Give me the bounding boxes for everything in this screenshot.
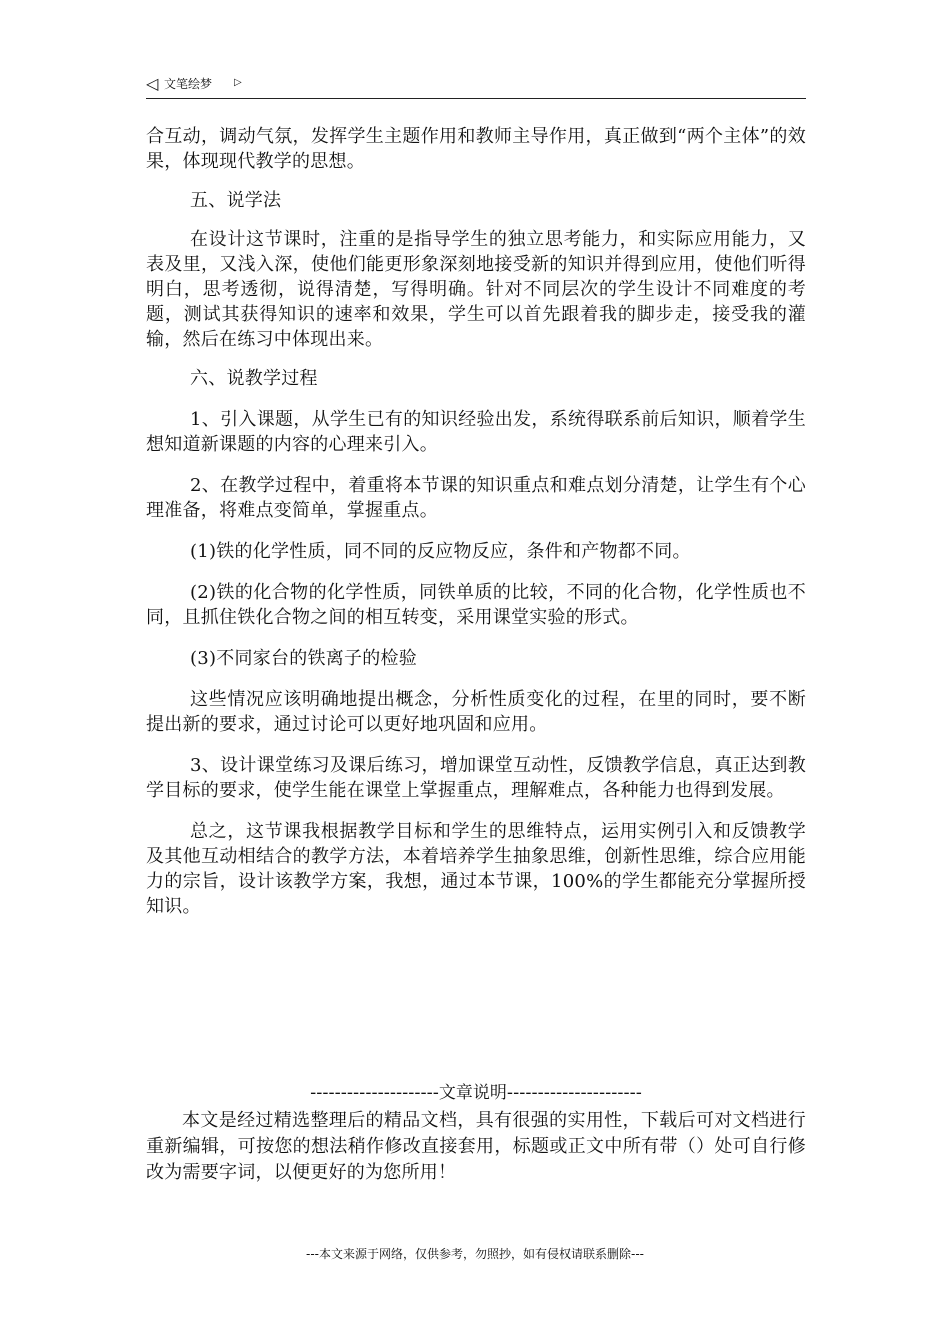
paragraph-step-1: 1、引入课题，从学生已有的知识经验出发，系统得联系前后知识，顺着学生想知道新课题的内容的心理来引入。 xyxy=(146,409,806,455)
paragraph-step-3: 3、设计课堂练习及课后练习，增加课堂互动性，反馈教学信息，真正达到教学目标的要求，使学生能在课堂上掌握重点，理解难点，各种能力也得到发展。 xyxy=(146,755,806,801)
article-note-divider: ---------------------文章说明---------------------- xyxy=(310,1083,642,1103)
paragraph-step-2: 2、在教学过程中，着重将本节课的知识重点和难点划分清楚，让学生有个心理准备，将难点变简单，掌握重点。 xyxy=(146,475,806,521)
article-note xyxy=(146,1080,806,1186)
paragraph-summary: 总之，这节课我根据教学目标和学生的思维特点，运用实例引入和反馈教学及其他互动相结合的教学方法，本着培养学生抽象思维，创新性思维，综合应用能力的宗旨，设计该教学方案，我想，通过本节课，100%的学生都能充分掌握所授知识。 xyxy=(146,821,806,917)
section-heading-teaching-process: 六、说教学过程 xyxy=(190,368,318,389)
paragraph-item-2: (2)铁的化合物的化学性质，同铁单质的比较，不同的化合物，化学性质也不同，且抓住铁化合物之间的相互转变，采用课堂实验的形式。 xyxy=(146,582,806,628)
section-heading-study-method: 五、说学法 xyxy=(190,190,282,211)
document-body xyxy=(146,124,806,919)
header-title: 文笔绘梦 xyxy=(164,77,213,91)
paragraph-item-1: (1)铁的化学性质，同不同的反应物反应，条件和产物都不同。 xyxy=(190,541,691,562)
page-footer: ---本文来源于网络，仅供参考，勿照抄，如有侵权请联系删除--- xyxy=(306,1247,644,1261)
article-note-text: 本文是经过精选整理后的精品文档，具有很强的实用性，下载后可对文档进行重新编辑，可按您的想法稍作修改直接套用，标题或正文中所有带（）处可自行修改为需要字词，以便更好的为您所用！ xyxy=(146,1110,806,1183)
paragraph-study-method: 在设计这节课时，注重的是指导学生的独立思考能力，和实际应用能力，又表及里，又浅入深，使他们能更形象深刻地接受新的知识并得到应用，使他们听得明白，思考透彻，说得清楚，写得明确。针对不同层次的学生设计不同难度的考题，测试其获得知识的速率和效果，学生可以首先跟着我的脚步走，接受我的灌输，然后在练习中体现出来。 xyxy=(146,229,806,350)
triangle-left-icon: ◁ xyxy=(146,74,159,93)
triangle-right-icon: ▷ xyxy=(234,77,242,88)
page-header xyxy=(146,72,806,99)
paragraph-concepts: 这些情况应该明确地提出概念，分析性质变化的过程，在里的同时，要不断提出新的要求，通过讨论可以更好地巩固和应用。 xyxy=(146,689,806,735)
paragraph-intro-continuation: 合互动，调动气氛，发挥学生主题作用和教师主导作用，真正做到“两个主体”的效果，体现现代教学的思想。 xyxy=(146,126,806,172)
paragraph-item-3: (3)不同家台的铁离子的检验 xyxy=(190,648,417,669)
